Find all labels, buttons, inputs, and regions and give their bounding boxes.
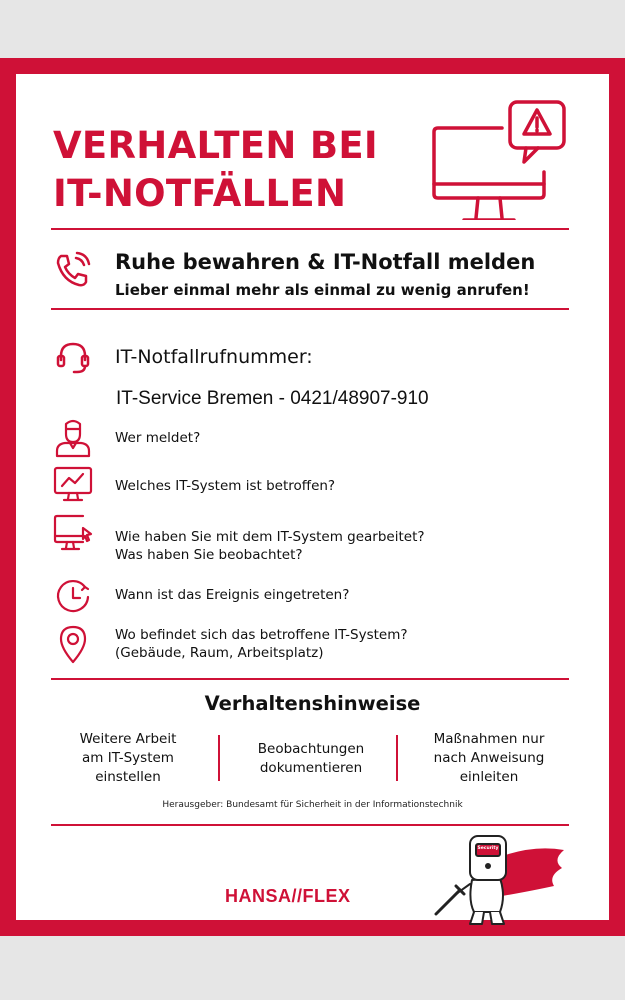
divider-bottom [51,824,569,826]
guidance-item-3: Maßnahmen nur nach Anweisung einleiten [433,731,545,785]
title-line-2: IT-NOTFÄLLEN [53,172,347,215]
hansaflex-logo: HANSA//FLEX [225,886,351,906]
logo-slash: // [291,886,303,906]
page-title [53,122,413,218]
guidance-separator-1 [218,735,220,781]
title-line-1: VERHALTEN BEI [53,124,378,167]
clock-icon [53,577,93,617]
alert-headline: Ruhe bewahren & IT-Notfall melden [115,250,536,274]
poster-frame [0,58,625,936]
location-pin-icon [53,624,93,664]
guidance-item-1: Weitere Arbeit am IT-System einstellen [79,731,177,785]
question-1: Wer meldet? [115,430,201,446]
phone-icon [53,250,93,290]
divider-middle [51,308,569,310]
question-5: Wo befindet sich das betroffene IT-System? (Gebäude, Raum, Arbeitsplatz) [115,627,408,661]
question-3: Wie haben Sie mit dem IT-System gearbeitet? Was haben Sie beobachtet? [115,529,425,563]
headset-icon [53,338,93,378]
guidance-title: Verhaltenshinweise [204,692,421,715]
hotline-label: IT-Notfallrufnummer: [115,346,313,368]
knight-mascot [430,830,570,930]
alert-subline: Lieber einmal mehr als einmal zu wenig anrufen! [115,281,530,299]
monitor-warning-icon [430,100,570,220]
divider-lower [51,678,569,680]
poster-content [16,74,609,920]
monitor-chart-icon [53,464,93,504]
divider-top [51,228,569,230]
mascot-badge-text: Security [477,846,499,851]
person-icon [53,418,93,458]
publisher-note: Herausgeber: Bundesamt für Sicherheit in der Informationstechnik [162,800,463,810]
hotline-number[interactable]: IT-Service Bremen - 0421/48907-910 [116,388,429,409]
monitor-cursor-icon [53,512,93,552]
question-2: Welches IT-System ist betroffen? [115,478,336,494]
guidance-item-2: Beobachtungen dokumentieren [257,741,365,776]
guidance-separator-2 [396,735,398,781]
question-4: Wann ist das Ereignis eingetreten? [115,587,350,603]
